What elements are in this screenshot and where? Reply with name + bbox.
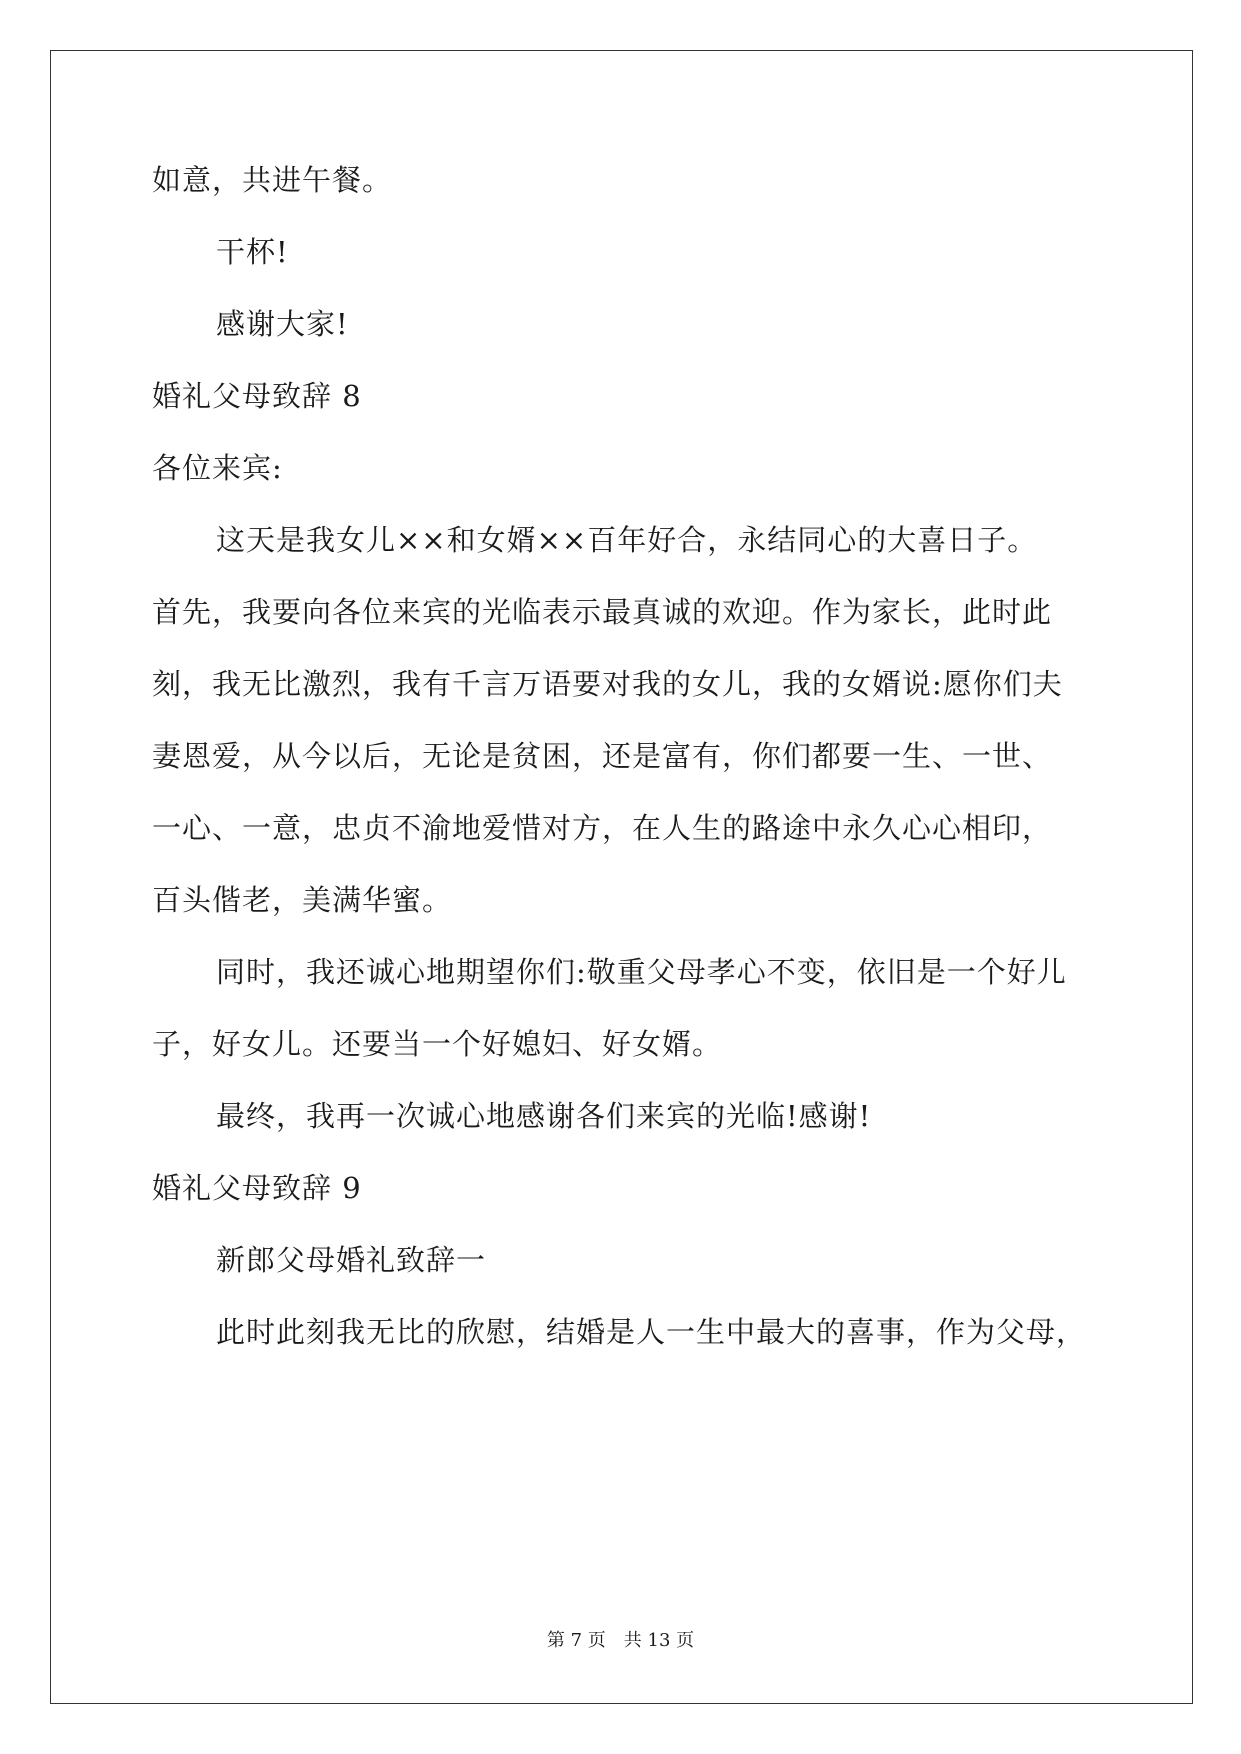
text-line: 一心、一意，忠贞不渝地爱惜对方，在人生的路途中永久心心相印，: [152, 811, 1053, 845]
page-border: [50, 50, 1193, 1704]
text-line: 此时此刻我无比的欣慰，结婚是人一生中最大的喜事，作为父母，: [216, 1315, 1087, 1349]
text-line: 新郎父母婚礼致辞一: [216, 1243, 487, 1277]
text-line: 最终，我再一次诚心地感谢各们来宾的光临!感谢!: [216, 1099, 872, 1133]
text-line: 同时，我还诚心地期望你们:敬重父母孝心不变，依旧是一个好儿: [216, 955, 1067, 989]
text-line: 这天是我女儿××和女婿××百年好合，永结同心的大喜日子。: [216, 523, 1038, 557]
text-line: 各位来宾:: [152, 451, 283, 485]
text-line: 子，好女儿。还要当一个好媳妇、好女婿。: [152, 1027, 723, 1061]
page-footer: 第 7 页 共 13 页: [546, 1630, 695, 1651]
text-line: 刻，我无比激烈，我有千言万语要对我的女儿，我的女婿说:愿你们夫: [152, 667, 1063, 701]
text-line: 感谢大家!: [216, 307, 349, 341]
text-line: 妻恩爱，从今以后，无论是贫困，还是富有，你们都要一生、一世、: [152, 739, 1053, 773]
text-line: 如意，共进午餐。: [152, 163, 393, 197]
text-line: 干杯!: [216, 235, 289, 269]
text-line: 百头偕老，美满华蜜。: [152, 883, 453, 917]
text-line: 首先，我要向各位来宾的光临表示最真诚的欢迎。作为家长，此时此: [152, 595, 1053, 629]
section-heading: 婚礼父母致辞 8: [152, 379, 362, 413]
section-heading: 婚礼父母致辞 9: [152, 1171, 362, 1205]
